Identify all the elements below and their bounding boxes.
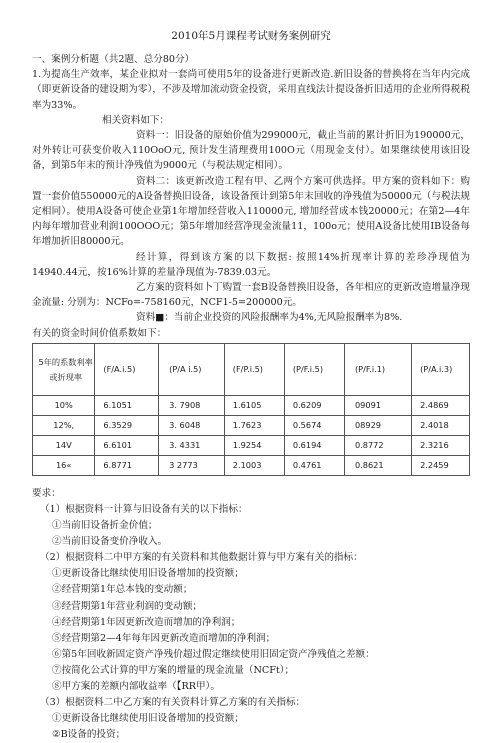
table-cell: 3. 6048 — [159, 415, 225, 435]
requirement-item: （2）根据资料二中甲方案的有关资料和其他数据计算与甲方案有关的指标： — [40, 552, 363, 564]
material-3: 资料■：当前企业投资的风险报酬率为4%,无风险报酬率为8%. — [136, 312, 403, 324]
rate-cell: 12%, — [33, 415, 95, 435]
table-cell: 6.8771 — [95, 455, 159, 475]
table-cell: 2.4018 — [412, 415, 470, 435]
requirement-item: ⑤经营期第2—4年每年因更新改造而增加的净利润； — [52, 632, 276, 644]
table-col-header: (P/F.i.5) — [284, 343, 344, 395]
requirement-item: ④经营期第1年因更新改造而增加的净利润； — [52, 616, 241, 628]
material-2: 资料二：该更新改造工程有甲、乙两个方案可供选择。甲方案的资料如下：购置一套价值550000元的A设备替换旧设备，该设备预计到第5年末回收的净残值为50000元（与税法规定相同）。使用A设备可使企业第1年增加经营收入110000元, 增加经营成本钱20000元；在第2—4年内每年增加营业利润100OOO元；第5年增加经营净现金流量11，100o元；使用A设备比使用IB设备每年增加折旧80000元。 — [32, 175, 470, 248]
table-cell: 2.1003 — [224, 455, 284, 475]
table-cell: 2.3216 — [412, 435, 470, 455]
table-cell: 1.7623 — [224, 415, 284, 435]
table-cell: 6.1051 — [95, 395, 159, 415]
section-heading: 一、案例分析题（共2题、总分80分） — [32, 54, 195, 65]
intro-paragraph: 1.为提高生产效率，某企业拟对一套尚可使用5年的设备进行更新改造.新旧设备的替换将在当年内完成（即更新设备的建设期为零），不涉及增加流动资金投资，采用直线法计提设备折旧适用的企业所得税税率为33%。 — [32, 69, 470, 111]
table-cell: 0.8621 — [344, 455, 411, 475]
material-1: 资料一：旧设备的原始价值为299000元，截止当前的累计折旧为190000元，对外转让可获变价收入110OoO元, 预计发生清理费用100O元（用现金支付）。如果继续使用该旧设备，到第5年末的预计净残值为9000元（与税法规定相同）。 — [32, 130, 470, 172]
requirement-item: ①当前旧设备折金价值； — [52, 520, 158, 532]
requirement-item: ⑥第5年回收新固定资产净残价超过假定继续使用旧固定资产净残值之差额： — [52, 648, 375, 660]
requirements-heading: 要求： — [32, 487, 61, 499]
requirement-item: ②经营期第1年总本钱的变动额； — [52, 584, 193, 596]
table-col-header: (F/A.i.5) — [95, 343, 159, 395]
table-cell: 08929 — [344, 415, 411, 435]
table-cell: 6.6101 — [95, 435, 159, 455]
table-row — [33, 455, 470, 475]
page-title: 2010年5月课程考试财务案例研究 — [171, 30, 331, 42]
requirement-item: （1）根据资料一计算与旧设备有关的以下指标： — [40, 503, 248, 515]
table-cell: 0.6194 — [284, 435, 344, 455]
requirement-item: ②当前旧设备变价净收入。 — [52, 536, 168, 548]
table-cell: 2.2459 — [412, 455, 470, 475]
requirement-item: ⑧甲方案的差额内部收益率（【RR甲）。 — [52, 680, 220, 692]
table-row — [33, 415, 470, 435]
rate-cell: 16« — [33, 455, 95, 475]
table-col-header: (P/F.i.1) — [344, 343, 411, 395]
table-cell: 1.6105 — [224, 395, 284, 415]
table-cell: 0.5674 — [284, 415, 344, 435]
table-row — [33, 395, 470, 415]
table-corner-header: 5年的系数利率或折现率 — [33, 343, 95, 395]
table-caption: 有关的资金时间价值系数如下： — [32, 327, 167, 339]
table-cell: 3. 4331 — [159, 435, 225, 455]
table-cell: 1.9254 — [224, 435, 284, 455]
material-2c: 乙方案的资料如卜丁购置一套B设备替换旧设备，各年相应的更新改造增量净现金流量: 分别为：NCFo=-758160元，NCF1-5=200000元。 — [32, 282, 470, 309]
table-cell: 3 2773 — [159, 455, 225, 475]
requirement-item: ②B设备的投资； — [52, 729, 126, 741]
table-col-header: (P/A i.5) — [159, 343, 225, 395]
material-2b: 经计算，得到该方案的以下数据: 按照14%折现率计算的差珍净现值为14940.44元，按16%计算的差量净现值为-7839.03元。 — [32, 251, 470, 278]
time-value-table — [32, 343, 470, 476]
table-cell: 09091 — [344, 395, 411, 415]
table-cell: 0.6209 — [284, 395, 344, 415]
table-cell: 2.4869 — [412, 395, 470, 415]
table-cell: 0.8772 — [344, 435, 411, 455]
requirement-item: ③经营期第1年营业利润的变动额； — [52, 600, 203, 612]
related-label: 相关资料如下： — [102, 114, 170, 126]
table-cell: 6.3529 — [95, 415, 159, 435]
table-col-header: (F/P.i.5) — [224, 343, 284, 395]
requirement-item: ①更新设备比继续使用旧设备增加的投资额； — [52, 713, 244, 725]
requirement-item: （3）根据资料二中乙方案的有关资料计算乙方案的有关指标： — [40, 697, 306, 709]
requirement-item: ⑦按简化公式计算的甲方案的增量的现金流量（NCFt）； — [52, 664, 295, 676]
requirement-item: ①更新设备比继续使用旧设备增加的投资额； — [52, 568, 244, 580]
table-row — [33, 435, 470, 455]
table-header-row — [33, 343, 470, 395]
rate-cell: 14V — [33, 435, 95, 455]
rate-cell: 10% — [33, 395, 95, 415]
table-col-header: (P/A.i.3) — [412, 343, 470, 395]
table-cell: 0.4761 — [284, 455, 344, 475]
table-cell: 3. 7908 — [159, 395, 225, 415]
